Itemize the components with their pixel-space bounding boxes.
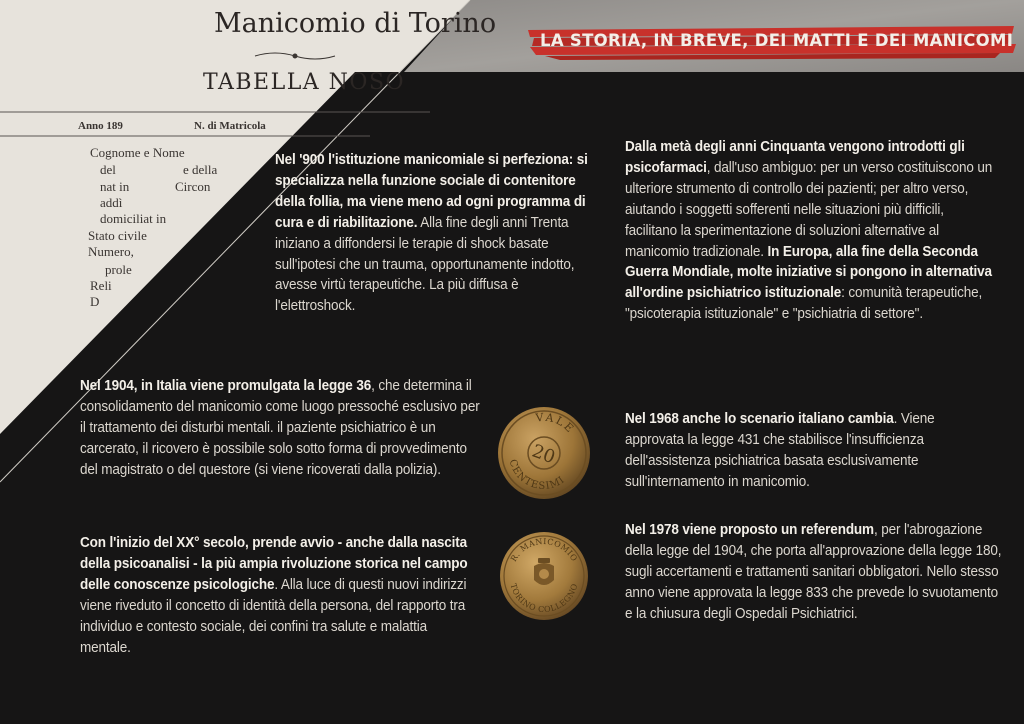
document-row-matricola: N. di Matricola xyxy=(194,120,266,132)
coin-back-bottom-text: TORINO COLLEGNO xyxy=(508,582,580,615)
paragraph-1904 xyxy=(80,376,486,481)
paragraph-1900 xyxy=(275,150,598,317)
coin-front-image xyxy=(496,405,592,501)
document-label: e della xyxy=(183,162,218,177)
document-label: Cognome e Nome xyxy=(90,145,185,160)
coin-front-top-text: VALE xyxy=(534,410,578,437)
paragraph-xx-secolo-bold: Con l'inizio del XX° secolo, prende avvio - anche dalla nascita della psicoanalisi - la più ampia rivoluzione storica nel campo delle conoscenze psicologiche xyxy=(80,534,468,593)
banner-title: LA STORIA, IN BREVE, DEI MATTI E DEI MANICOMI xyxy=(540,31,1014,50)
document-label: domiciliat in xyxy=(100,211,167,226)
document-label: D xyxy=(90,294,100,309)
coin-back-top-text: R. MANICOMIO xyxy=(508,536,579,564)
paragraph-1900-bold: Nel '900 l'istituzione manicomiale si perfeziona: si specializza nella funzione sociale di contenitore della follia, ma viene meno ad ogni programma di cura e di riabilitazione. xyxy=(275,151,588,231)
paragraph-xx-secolo-text: . Alla luce di questi nuovi indirizzi viene riveduto il concetto di identità della persona, del rapporto tra individuo e contesto sociale, dei confini tra salute e malattia mentale. xyxy=(80,575,467,656)
coin-front-bottom-text: CENTESIMI xyxy=(506,458,568,492)
document-label: addì xyxy=(100,195,123,210)
paragraph-1978-bold: Nel 1978 viene proposto un referendum xyxy=(625,521,874,538)
paragraph-psicofarmaci xyxy=(625,137,994,325)
paragraph-psicofarmaci-text-1: , dall'uso ambiguo: per un verso costituiscono un ulteriore strumento di controllo dei pazienti; per altro verso, aiutando i soggetti sofferenti nelle situazioni più difficili, facilitano la sperimentazione di soluzioni alternative al manicomio tradizionale. xyxy=(625,158,993,260)
document-label: Reli xyxy=(90,278,112,293)
document-label: del xyxy=(100,162,116,177)
document-heading: Manicomio di Torino xyxy=(214,8,497,39)
paragraph-1968-text: . Viene approvata la legge 431 che stabilisce l'insufficienza dell'assistenza psichiatrica basata esclusivamente sull'internamento in manicomio. xyxy=(625,410,935,490)
document-row-year: Anno 189 xyxy=(78,120,123,132)
paragraph-1900-text: Alla fine degli anni Trenta iniziano a diffondersi le terapie di shock basate sull'ipotesi che un trauma, opportunamente indotto, avesse virtù terapeutiche. La più diffusa è l'elettroshock. xyxy=(275,213,575,315)
coin-back-image xyxy=(498,530,590,622)
paragraph-psicofarmaci-bold-2: In Europa, alla fine della Seconda Guerra Mondiale, molte iniziative si pongono in alternativa all'ordine psichiatrico istituzionale xyxy=(625,242,992,302)
paragraph-1904-text: , che determina il consolidamento del manicomio come luogo pressoché esclusivo per il trattamento dei disturbi mentali. il paziente psichiatrico è un carcerato, il ricovero è possibile solo sotto forma di provvedimento del magistrato o del questore (si viene ricoverati dalla polizia). xyxy=(80,377,480,478)
document-label: Stato civile xyxy=(88,228,147,243)
coin-front-value: 20 xyxy=(529,440,558,469)
paragraph-psicofarmaci-text-2: : comunità terapeutiche, "psicoterapia istituzionale" e "psichiatria di settore". xyxy=(625,284,983,323)
paragraph-1904-bold: Nel 1904, in Italia viene promulgata la legge 36 xyxy=(80,377,372,394)
document-label: nat in xyxy=(100,179,130,194)
document-label: Circon xyxy=(175,179,211,194)
paragraph-1978-text: , per l'abrogazione della legge del 1904, che porta all'approvazione della legge 180, sugli accertamenti e trattamenti sanitari obbligatori. Nello stesso anno viene approvata la legge 833 che prevede lo svuotamento e la chiusura degli Ospedali Psichiatrici. xyxy=(625,521,1002,622)
paragraph-1978 xyxy=(625,520,1008,625)
paragraph-psicofarmaci-bold-1: Dalla metà degli anni Cinquanta vengono introdotti gli psicofarmaci xyxy=(625,138,965,176)
paragraph-1968 xyxy=(625,409,994,493)
document-label: prole xyxy=(105,262,132,277)
document-table-title: TABELLA NOSO xyxy=(203,70,406,95)
paragraph-1968-bold: Nel 1968 anche lo scenario italiano cambia xyxy=(625,410,894,427)
document-label: Numero, xyxy=(88,244,134,259)
paragraph-xx-secolo xyxy=(80,533,472,658)
